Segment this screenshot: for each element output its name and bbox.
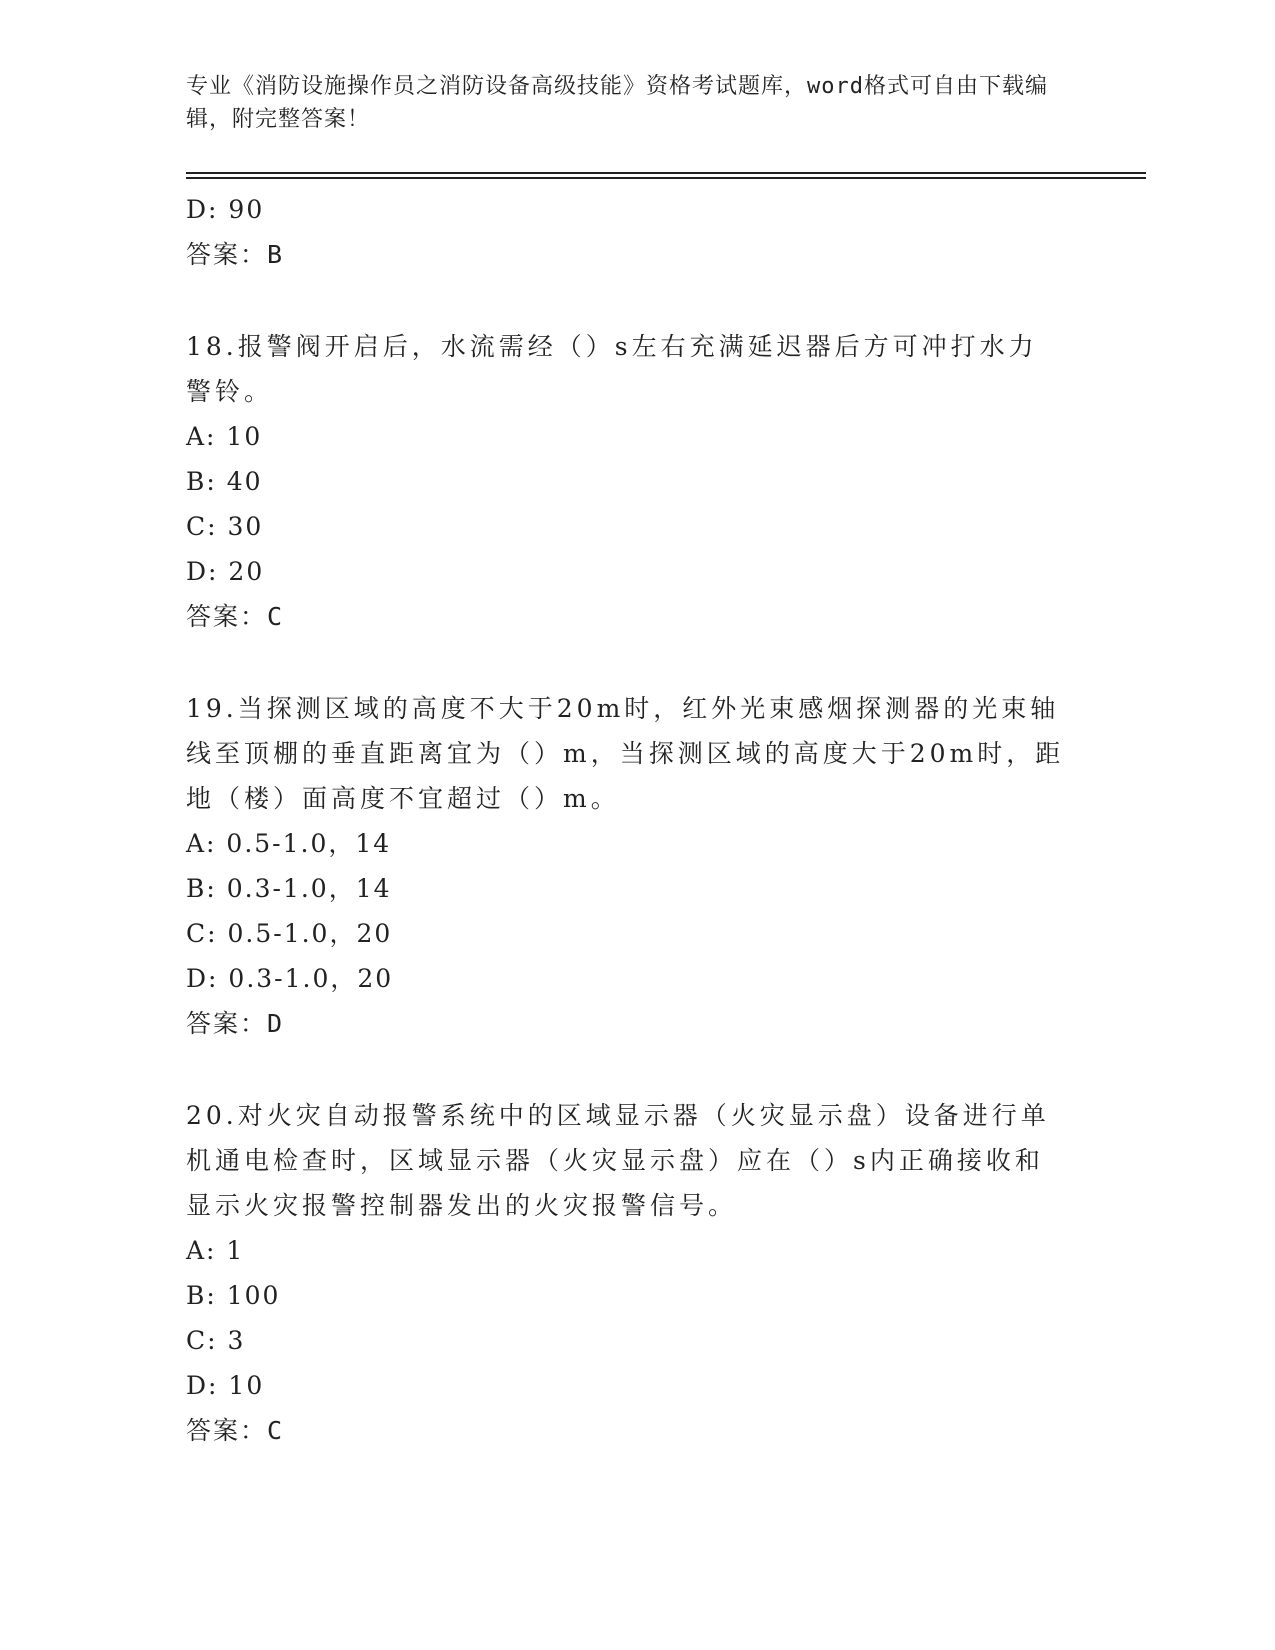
- document-header: 专业《消防设施操作员之消防设备高级技能》资格考试题库，word格式可自由下载编辑，附完整答案！: [186, 74, 1048, 132]
- option-b: B: 100: [186, 1281, 281, 1310]
- question-stem: 19.当探测区域的高度不大于20m时，红外光束感烟探测器的光束轴线至顶棚的垂直距离宜为（）m，当探测区域的高度大于20m时，距地（楼）面高度不宜超过（）m。: [186, 694, 1065, 813]
- option-a: A: 0.5-1.0，14: [186, 829, 392, 858]
- option-c: C: 30: [186, 512, 264, 541]
- question-stem: 20.对火灾自动报警系统中的区域显示器（火灾显示盘）设备进行单机通电检查时，区域显示器（火灾显示盘）应在（）s内正确接收和显示火灾报警控制器发出的火灾报警信号。: [186, 1101, 1050, 1220]
- question-20: [186, 1093, 1146, 1453]
- divider-line-bottom: [186, 177, 1146, 179]
- divider-line-top: [186, 172, 1146, 174]
- option-d: D: 10: [186, 1371, 265, 1400]
- answer-line: 答案：C: [186, 1416, 285, 1445]
- document-page: [186, 70, 1146, 1453]
- option-c: C: 3: [186, 1326, 246, 1355]
- option-d: D: 0.3-1.0，20: [186, 964, 394, 993]
- question-stem: 18.报警阀开启后，水流需经（）s左右充满延迟器后方可冲打水力警铃。: [186, 332, 1038, 406]
- option-d: D: 20: [186, 557, 265, 586]
- option-d: D: 90: [186, 195, 265, 224]
- option-a: A: 10: [186, 422, 263, 451]
- answer-line: 答案：C: [186, 602, 285, 631]
- option-b: B: 0.3-1.0，14: [186, 874, 392, 903]
- answer-line: 答案：B: [186, 240, 285, 269]
- option-a: A: 1: [186, 1236, 245, 1265]
- answer-line: 答案：D: [186, 1009, 285, 1038]
- option-b: B: 40: [186, 467, 263, 496]
- header-divider: [186, 172, 1146, 179]
- option-c: C: 0.5-1.0，20: [186, 919, 393, 948]
- question-19: [186, 686, 1146, 1046]
- question-list: [186, 187, 1146, 1453]
- question-18: [186, 324, 1146, 639]
